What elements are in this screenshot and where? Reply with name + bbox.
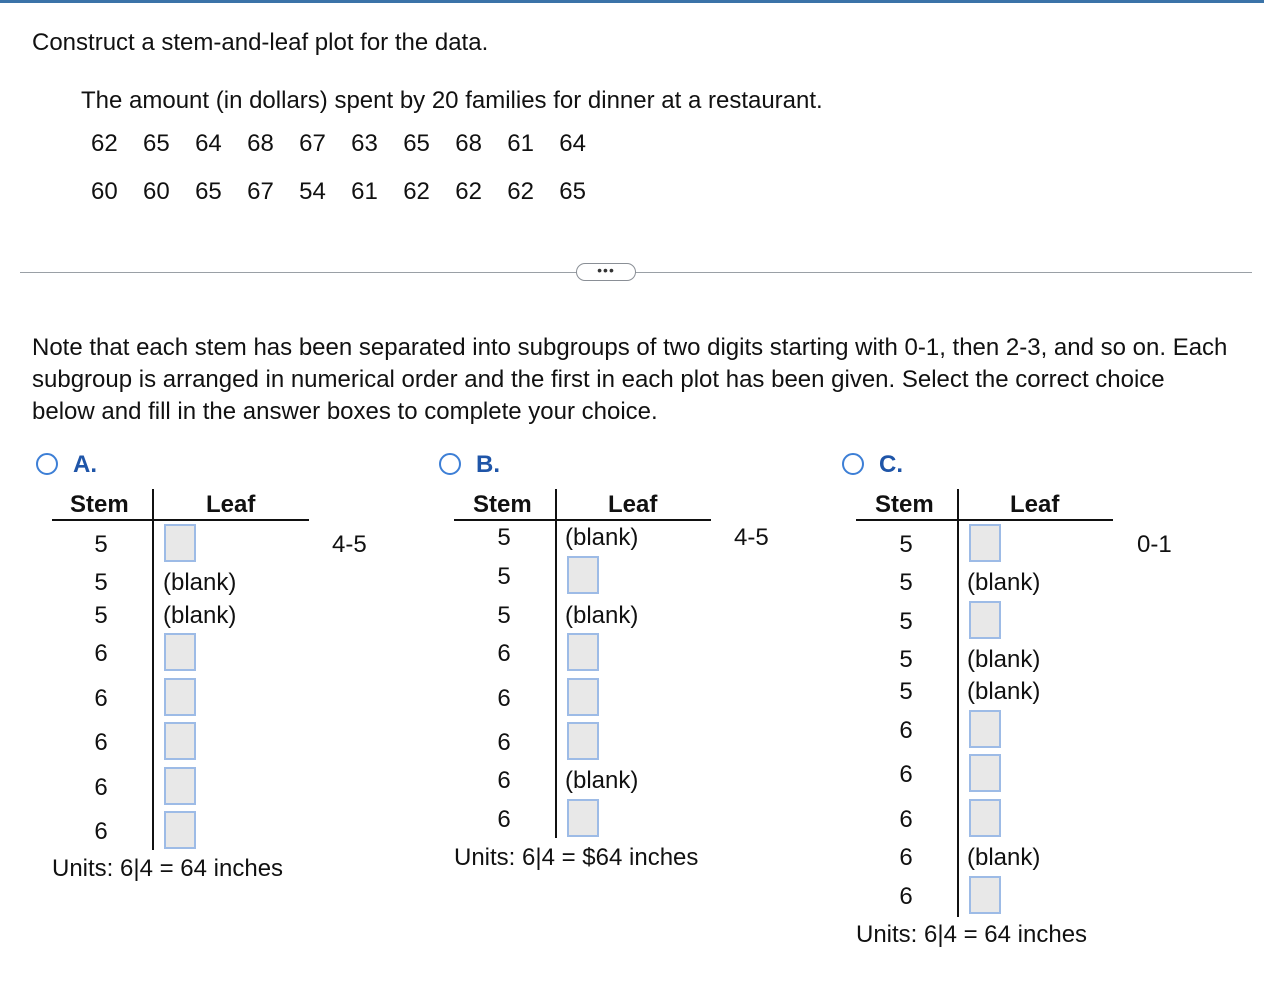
option-c-stem: 5 <box>899 531 913 558</box>
option-c-leaf-text: (blank) <box>967 646 1041 673</box>
option-a-units: Units: 6|4 = 64 inches <box>52 855 284 882</box>
option-a-leaf-text: (blank) <box>163 569 237 596</box>
option-c-stem: 6 <box>899 883 913 910</box>
option-a-leaf-input[interactable] <box>164 722 196 760</box>
option-b-stem: 5 <box>497 563 511 590</box>
option-c-leaf-input[interactable] <box>969 799 1001 837</box>
option-c-leaf-input[interactable] <box>969 754 1001 792</box>
option-a-stem: 5 <box>94 531 108 558</box>
option-b-stem-header: Stem <box>473 491 532 518</box>
option-c-radio[interactable] <box>842 453 864 475</box>
option-b-leaf-input[interactable] <box>567 556 599 594</box>
option-c-leaf-header: Leaf <box>1010 491 1060 518</box>
data-row-1: 62 65 64 68 67 63 65 68 61 64 <box>91 130 586 157</box>
option-b-stem: 6 <box>497 729 511 756</box>
option-a-radio[interactable] <box>36 453 58 475</box>
option-c-leaf-input[interactable] <box>969 876 1001 914</box>
option-b-leaf-input[interactable] <box>567 678 599 716</box>
option-b-stem: 6 <box>497 640 511 667</box>
option-b-leaf-text: (blank) <box>565 602 639 629</box>
option-b-header-rule <box>454 519 711 521</box>
option-c-leaf-input[interactable] <box>969 710 1001 748</box>
option-c-header-rule <box>856 519 1113 521</box>
option-c-leaf-text: (blank) <box>967 569 1041 596</box>
option-a-leaf-input[interactable] <box>164 633 196 671</box>
option-b-label: B. <box>476 451 500 478</box>
option-b-stem: 6 <box>497 685 511 712</box>
option-a-range-label: 4-5 <box>332 531 367 558</box>
more-options-button[interactable]: ••• <box>576 263 636 281</box>
option-a-stem: 6 <box>94 685 108 712</box>
option-c-label: C. <box>879 451 903 478</box>
option-b-leaf-header: Leaf <box>608 491 658 518</box>
option-a-stem-header: Stem <box>70 491 129 518</box>
option-b-leaf-input[interactable] <box>567 722 599 760</box>
instructions-note: Note that each stem has been separated into subgroups of two digits starting with 0-1, then 2-3, and so on. Each subgroup is arranged in numerical order and the first in each plot has been given. Select the correct choice below and fill in the answer boxes to complete your choice. <box>32 334 1228 425</box>
option-b-stem: 6 <box>497 806 511 833</box>
option-c-leaf-input[interactable] <box>969 601 1001 639</box>
option-c-units: Units: 6|4 = 64 inches <box>856 921 1088 948</box>
data-row-2: 60 60 65 67 54 61 62 62 62 65 <box>91 178 586 205</box>
option-c-stem: 5 <box>899 646 913 673</box>
option-c-stem: 6 <box>899 806 913 833</box>
option-c-stem: 6 <box>899 844 913 871</box>
option-b-leaf-input[interactable] <box>567 799 599 837</box>
instruction-text: Construct a stem-and-leaf plot for the data. <box>32 29 489 56</box>
option-c-leaf-input[interactable] <box>969 524 1001 562</box>
option-a-header-rule <box>52 519 309 521</box>
option-c-stem-header: Stem <box>875 491 934 518</box>
option-a-stem: 5 <box>94 602 108 629</box>
option-b-divider <box>555 489 557 838</box>
option-b-leaf-text: (blank) <box>565 524 639 551</box>
option-c-leaf-text: (blank) <box>967 844 1041 871</box>
option-a-label: A. <box>73 451 97 478</box>
option-b-leaf-text: (blank) <box>565 767 639 794</box>
option-a-leaf-input[interactable] <box>164 524 196 562</box>
option-b-units: Units: 6|4 = $64 inches <box>454 844 699 871</box>
option-b-radio[interactable] <box>439 453 461 475</box>
option-c-stem: 5 <box>899 569 913 596</box>
option-a-stem: 5 <box>94 569 108 596</box>
option-c-stem: 6 <box>899 717 913 744</box>
option-c-stem: 5 <box>899 678 913 705</box>
option-c-stem: 6 <box>899 761 913 788</box>
option-b-stem: 6 <box>497 767 511 794</box>
option-a-leaf-header: Leaf <box>206 491 256 518</box>
option-a-leaf-input[interactable] <box>164 811 196 849</box>
option-a-leaf-input[interactable] <box>164 678 196 716</box>
option-a-stem: 6 <box>94 729 108 756</box>
option-a-leaf-text: (blank) <box>163 602 237 629</box>
option-a-stem: 6 <box>94 640 108 667</box>
option-a-stem: 6 <box>94 774 108 801</box>
option-b-range-label: 4-5 <box>734 524 769 551</box>
option-a-stem: 6 <box>94 818 108 845</box>
option-c-stem: 5 <box>899 608 913 635</box>
option-c-divider <box>957 489 959 917</box>
option-c-range-label: 0-1 <box>1137 531 1172 558</box>
option-b-stem: 5 <box>497 602 511 629</box>
option-a-divider <box>152 489 154 850</box>
data-description: The amount (in dollars) spent by 20 families for dinner at a restaurant. <box>81 87 823 114</box>
top-accent-bar <box>0 0 1264 3</box>
option-b-leaf-input[interactable] <box>567 633 599 671</box>
section-divider <box>20 272 1252 273</box>
option-a-leaf-input[interactable] <box>164 767 196 805</box>
option-b-stem: 5 <box>497 524 511 551</box>
option-c-leaf-text: (blank) <box>967 678 1041 705</box>
